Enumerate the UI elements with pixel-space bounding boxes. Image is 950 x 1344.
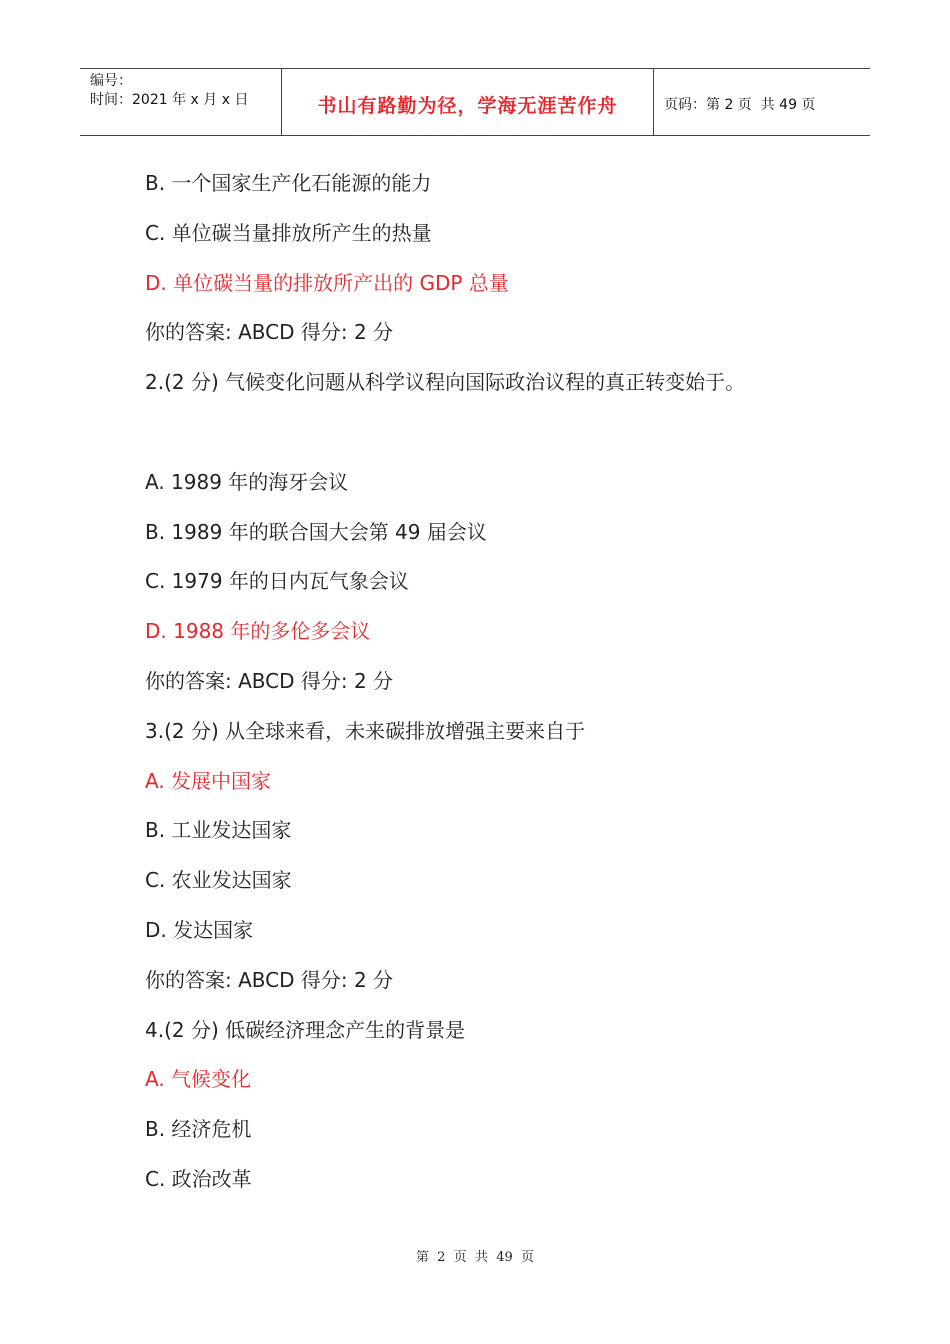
answer-option: B. 经济危机	[145, 1117, 252, 1142]
correct-option: D. 单位碳当量的排放所产出的 GDP 总量	[145, 270, 509, 295]
header-page-info: 页码：第 2 页 共 49 页	[664, 97, 816, 113]
header-motto: 书山有路勤为径，学海无涯苦作舟	[282, 69, 654, 135]
correct-option: D. 1988 年的多伦多会议	[145, 619, 371, 644]
correct-option: A. 气候变化	[145, 1067, 252, 1092]
answer-option: C. 单位碳当量排放所产生的热量	[145, 220, 432, 245]
document-date-label: 时间：2021 年 x 月 x 日	[90, 92, 249, 108]
answer-option: D. 发达国家	[145, 917, 254, 942]
answer-option: C. 1979 年的日内瓦气象会议	[145, 569, 409, 594]
answer-score-line: 你的答案: ABCD 得分: 2 分	[145, 668, 394, 693]
answer-score-line: 你的答案: ABCD 得分: 2 分	[145, 320, 394, 345]
answer-option: B. 工业发达国家	[145, 818, 292, 843]
question-stem: 3.(2 分) 从全球来看，未来碳排放增强主要来自于	[145, 718, 586, 743]
page-header	[80, 68, 870, 136]
answer-option: C. 政治改革	[145, 1166, 252, 1191]
header-meta	[80, 69, 282, 135]
document-number-label: 编号：	[90, 73, 132, 89]
answer-option: C. 农业发达国家	[145, 868, 292, 893]
answer-score-line: 你的答案: ABCD 得分: 2 分	[145, 967, 394, 992]
answer-option: B. 一个国家生产化石能源的能力	[145, 171, 432, 195]
page-footer: 第 2 页 共 49 页	[415, 1250, 535, 1265]
answer-option: A. 1989 年的海牙会议	[145, 469, 349, 494]
question-content	[145, 168, 845, 1214]
answer-option: B. 1989 年的联合国大会第 49 届会议	[145, 519, 487, 544]
question-stem: 2.(2 分) 气候变化问题从科学议程向国际政治议程的真正转变始于。	[145, 370, 746, 395]
question-stem: 4.(2 分) 低碳经济理念产生的背景是	[145, 1017, 466, 1042]
correct-option: A. 发展中国家	[145, 768, 272, 793]
